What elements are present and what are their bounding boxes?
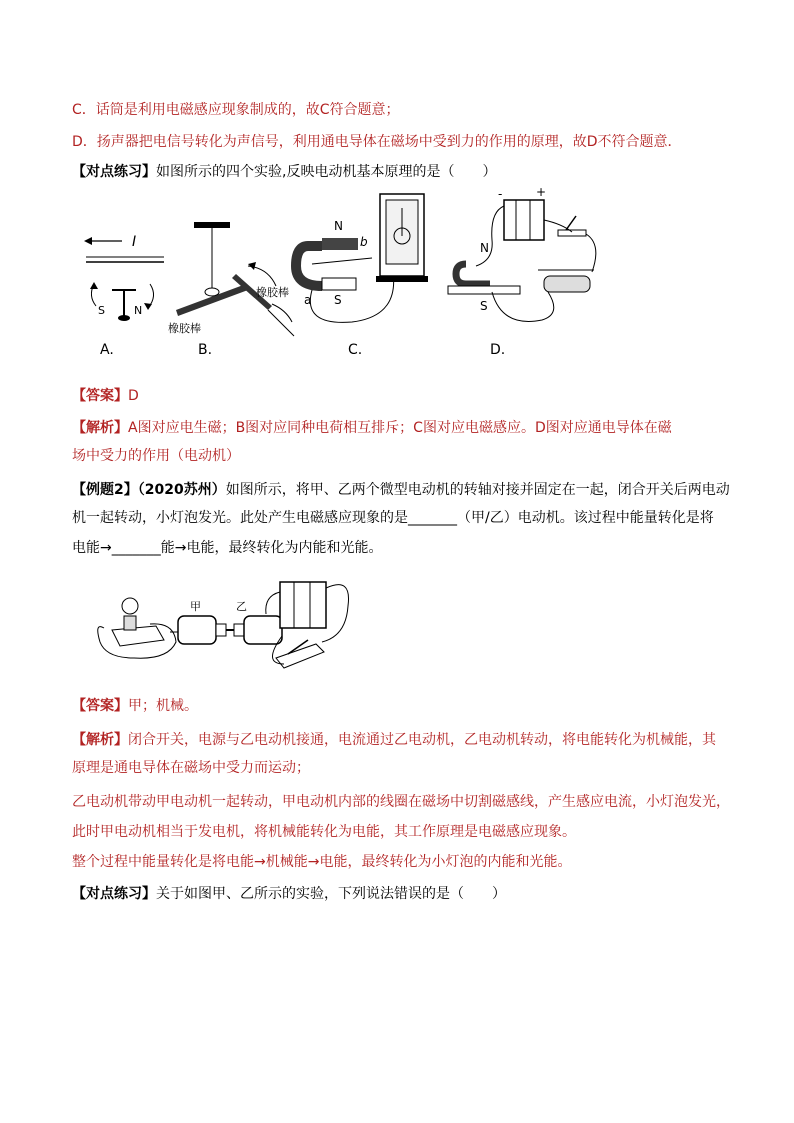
analysis2-line5: 整个过程中能量转化是将电能→机械能→电能，最终转化为小灯泡的内能和光能。: [72, 854, 572, 870]
d-plus-label: +: [536, 186, 547, 199]
analysis1-tag: 【解析】: [72, 420, 128, 436]
practice2-text: 关于如图甲、乙所示的实验，下列说法错误的是（ ）: [156, 886, 506, 902]
experiment-d: [448, 186, 596, 358]
option-c-line: C．话筒是利用电磁感应现象制成的，故C符合题意；: [72, 102, 400, 118]
d-s-label: S: [480, 299, 488, 313]
c-a-label: a: [304, 293, 312, 307]
analysis2-line2: 原理是通电导体在磁场中受力而运动；: [72, 760, 310, 776]
figure-four-experiments: [72, 186, 632, 358]
label-d: D.: [490, 342, 506, 358]
answer1-tag: 【答案】: [72, 388, 128, 404]
experiment-a: [84, 234, 164, 358]
answer1-text: D: [128, 388, 139, 404]
rod-label-2: 橡胶棒: [168, 322, 201, 335]
rod-label-1: 橡胶棒: [256, 286, 289, 299]
label-c: C.: [348, 342, 363, 358]
c-n-label: N: [334, 219, 343, 233]
practice2-line: [72, 884, 506, 904]
current-label: I: [132, 234, 137, 250]
answer2-line: [72, 696, 198, 716]
experiment-c: [296, 194, 428, 358]
analysis1-line2: 场中受力的作用（电动机）: [72, 448, 240, 464]
d-n-label: N: [480, 241, 489, 255]
label-a: A.: [100, 342, 114, 358]
practice1-tag: 【对点练习】: [72, 164, 156, 180]
example2-text1: 如图所示，将甲、乙两个微型电动机的转轴对接并固定在一起，闭合开关后两电动: [225, 482, 730, 498]
analysis2-line1: [72, 730, 716, 750]
practice1-line: [72, 162, 496, 182]
motor-jia-label: 甲: [190, 600, 201, 613]
analysis2-line3: 乙电动机带动甲电动机一起转动，甲电动机内部的线圈在磁场中切割磁感线，产生感应电流，小灯泡发光，: [72, 794, 730, 810]
experiment-b: [168, 222, 294, 358]
example2-line2: 机一起转动，小灯泡发光。此处产生电磁感应现象的是_______（甲/乙）电动机。该过程中能量转化是将: [72, 510, 714, 526]
analysis2-tag: 【解析】: [72, 732, 128, 748]
label-b: B.: [198, 342, 213, 358]
example2-line3: 电能→_______能→电能，最终转化为内能和光能。: [72, 540, 383, 556]
c-b-label: b: [360, 235, 368, 249]
compass-n-label: N: [134, 304, 143, 317]
analysis2-line4: 此时甲电动机相当于发电机，将机械能转化为电能，其工作原理是电磁感应现象。: [72, 824, 576, 840]
example2-tag: 【例题2】（2020苏州）: [72, 482, 226, 498]
d-minus-label: -: [498, 187, 503, 201]
c-s-label: S: [334, 293, 342, 307]
example2-line1: [72, 480, 730, 500]
motor-yi-label: 乙: [236, 600, 247, 613]
practice1-text: 如图所示的四个实验,反映电动机基本原理的是（ ）: [156, 164, 497, 180]
practice2-tag: 【对点练习】: [72, 886, 156, 902]
answer1-line: [72, 386, 139, 406]
analysis1-line1: [72, 418, 672, 438]
option-d-line: D．扬声器把电信号转化为声信号，利用通电导体在磁场中受到力的作用的原理，故D不符合题意．: [72, 134, 682, 150]
figure-two-motors: [90, 566, 360, 682]
compass-s-label: S: [98, 304, 105, 317]
answer2-text: 甲；机械。: [128, 698, 198, 714]
answer2-tag: 【答案】: [72, 698, 128, 714]
analysis1-text1: A图对应电生磁；B图对应同种电荷相互排斥；C图对应电磁感应。D图对应通电导体在磁: [128, 420, 672, 436]
analysis2-text1: 闭合开关，电源与乙电动机接通，电流通过乙电动机，乙电动机转动，将电能转化为机械能，其: [128, 732, 716, 748]
